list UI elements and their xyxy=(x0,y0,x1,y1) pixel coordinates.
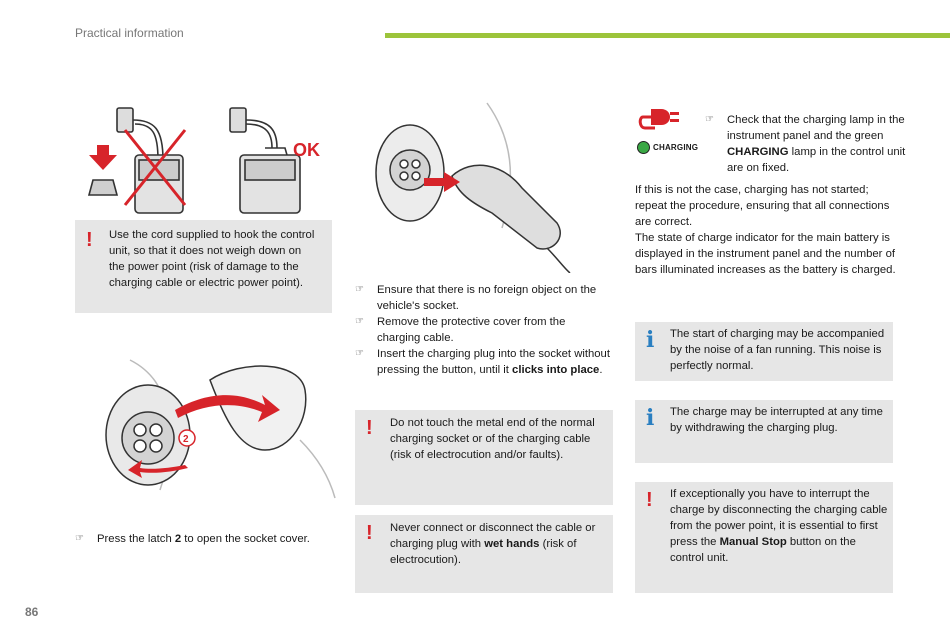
info-fan-text: The start of charging may be accompanied by the noise of a fan running. This noise is perfectly normal. xyxy=(670,328,885,372)
warning-wet-box xyxy=(355,515,613,593)
warning-icon: ! xyxy=(366,522,373,544)
warning-icon: ! xyxy=(646,489,653,511)
check-step: ☞ Check that the charging lamp in the instrument panel and the green CHARGING lamp in the control unit are on fixed. xyxy=(705,114,906,174)
right-paragraph xyxy=(635,182,897,278)
warning-cord-text: Use the cord supplied to hook the control unit, so that it does not weigh down on the power point (risk of damage to the charging cable or electric power point). xyxy=(109,229,315,289)
info-icon: i xyxy=(646,327,655,353)
green-lamp-icon xyxy=(637,141,650,154)
socket-cover-illustration xyxy=(90,350,340,500)
warning-icon: ! xyxy=(366,417,373,439)
info-fan-box xyxy=(635,322,893,381)
section-title: Practical information xyxy=(75,26,184,40)
pointing-hand-icon: ☞ xyxy=(355,284,364,295)
cord-hook-illustration xyxy=(75,100,335,215)
warning-metal-box xyxy=(355,410,613,505)
pointing-hand-icon: ☞ xyxy=(355,348,364,359)
pointing-hand-icon: ☞ xyxy=(355,316,364,327)
warning-icon: ! xyxy=(86,229,93,251)
info-interrupt-box xyxy=(635,400,893,463)
warning-wet-text: Never connect or disconnect the cable or charging plug with wet hands (risk of electrocution). xyxy=(390,522,596,566)
warning-cord-box xyxy=(75,220,332,313)
step-item: ☞ Remove the protective cover from the charging cable. xyxy=(355,316,566,344)
pointing-hand-icon: ☞ xyxy=(705,114,714,125)
paragraph-not-started: If this is not the case, charging has not started; repeat the procedure, ensuring that all connections are correct. xyxy=(635,184,890,228)
warning-interrupt-box xyxy=(635,482,893,593)
step-item: ☞ Ensure that there is no foreign object on the vehicle's socket. xyxy=(355,284,597,312)
page-number: 86 xyxy=(25,605,39,619)
header-accent-rule xyxy=(385,33,950,38)
latch-number-label: 2 xyxy=(183,434,189,445)
step-item: ☞ Insert the charging plug into the socket without pressing the button, until it clicks into place. xyxy=(355,348,610,376)
warning-metal-text: Do not touch the metal end of the normal charging socket or of the charging cable (risk of electrocution and/or faults). xyxy=(390,417,595,461)
latch-instruction: ☞ Press the latch 2 to open the socket cover. xyxy=(75,533,310,545)
paragraph-charge-indicator: The state of charge indicator for the main battery is displayed in the instrument panel and the number of bars illuminated increases as the battery is charged. xyxy=(635,232,896,276)
pointing-hand-icon: ☞ xyxy=(75,533,84,544)
plug-insertion-illustration xyxy=(372,98,592,273)
charging-lamp xyxy=(637,141,698,154)
info-icon: i xyxy=(646,405,655,431)
charging-lamp-label: CHARGING xyxy=(653,143,699,152)
middle-steps xyxy=(355,282,610,378)
warning-interrupt-text: If exceptionally you have to interrupt the charge by disconnecting the charging cable from the power point, it is essential to first press the Manual Stop button on the control unit. xyxy=(670,488,888,564)
ok-label: OK xyxy=(293,140,320,160)
info-interrupt-text: The charge may be interrupted at any time by withdrawing the charging plug. xyxy=(670,406,883,434)
charging-plug-icon xyxy=(637,102,682,132)
